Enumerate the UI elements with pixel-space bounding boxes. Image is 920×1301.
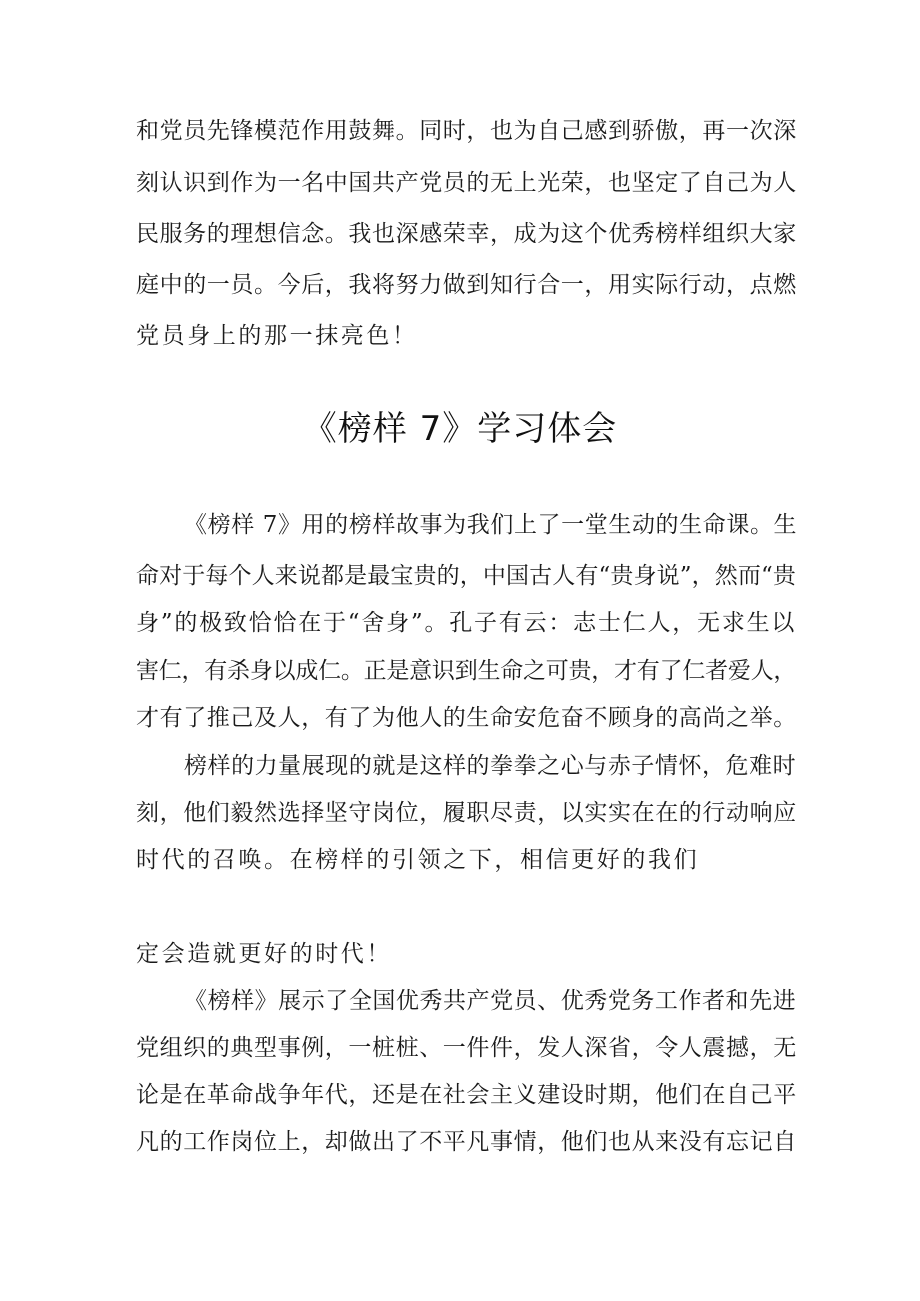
text-line: 党员身上的那一抹亮色！ [136,323,418,349]
text-line: 民服务的理想信念。我也深感荣幸，成为这个优秀榜样组织大家 [136,221,797,247]
text-line: 论是在革命战争年代，还是在社会主义建设时期，他们在自己平 [136,1082,797,1108]
text-line: 《榜样》展示了全国优秀共产党员、优秀党务工作者和先进 [184,988,796,1014]
text-line: 庭中的一员。今后，我将努力做到知行合一，用实际行动，点燃 [136,272,797,298]
text-line: 身”的极致恰恰在于“舍身”。孔子有云：志士仁人，无求生以 [136,610,796,636]
text-line: 榜样的力量展现的就是这样的拳拳之心与赤子情怀，危难时 [184,753,796,779]
text-line: 命对于每个人来说都是最宝贵的，中国古人有“贵身说”，然而“贵 [136,563,796,589]
section-title: 《榜样 7》学习体会 [302,409,618,449]
text-line: 党组织的典型事例，一桩桩、一件件，发人深省，令人震撼，无 [136,1035,797,1061]
text-line: 害仁，有杀身以成仁。正是意识到生命之可贵，才有了仁者爱人， [136,658,796,684]
text-line: 和党员先锋模范作用鼓舞。同时，也为自己感到骄傲，再一次深 [136,118,797,144]
text-line: 定会造就更好的时代！ [136,941,392,967]
text-line: 《榜样 7》用的榜样故事为我们上了一堂生动的生命课。生 [184,512,798,538]
text-line: 刻，他们毅然选择坚守岗位，履职尽责，以实实在在的行动响应 [136,800,797,826]
text-line: 凡的工作岗位上，却做出了不平凡事情，他们也从来没有忘记自 [136,1129,797,1155]
text-line: 刻认识到作为一名中国共产党员的无上光荣，也坚定了自己为人 [136,170,797,196]
text-line: 时代的召唤。在榜样的引领之下，相信更好的我们 [136,847,700,873]
text-line: 才有了推己及人，有了为他人的生命安危奋不顾身的高尚之举。 [136,705,797,731]
